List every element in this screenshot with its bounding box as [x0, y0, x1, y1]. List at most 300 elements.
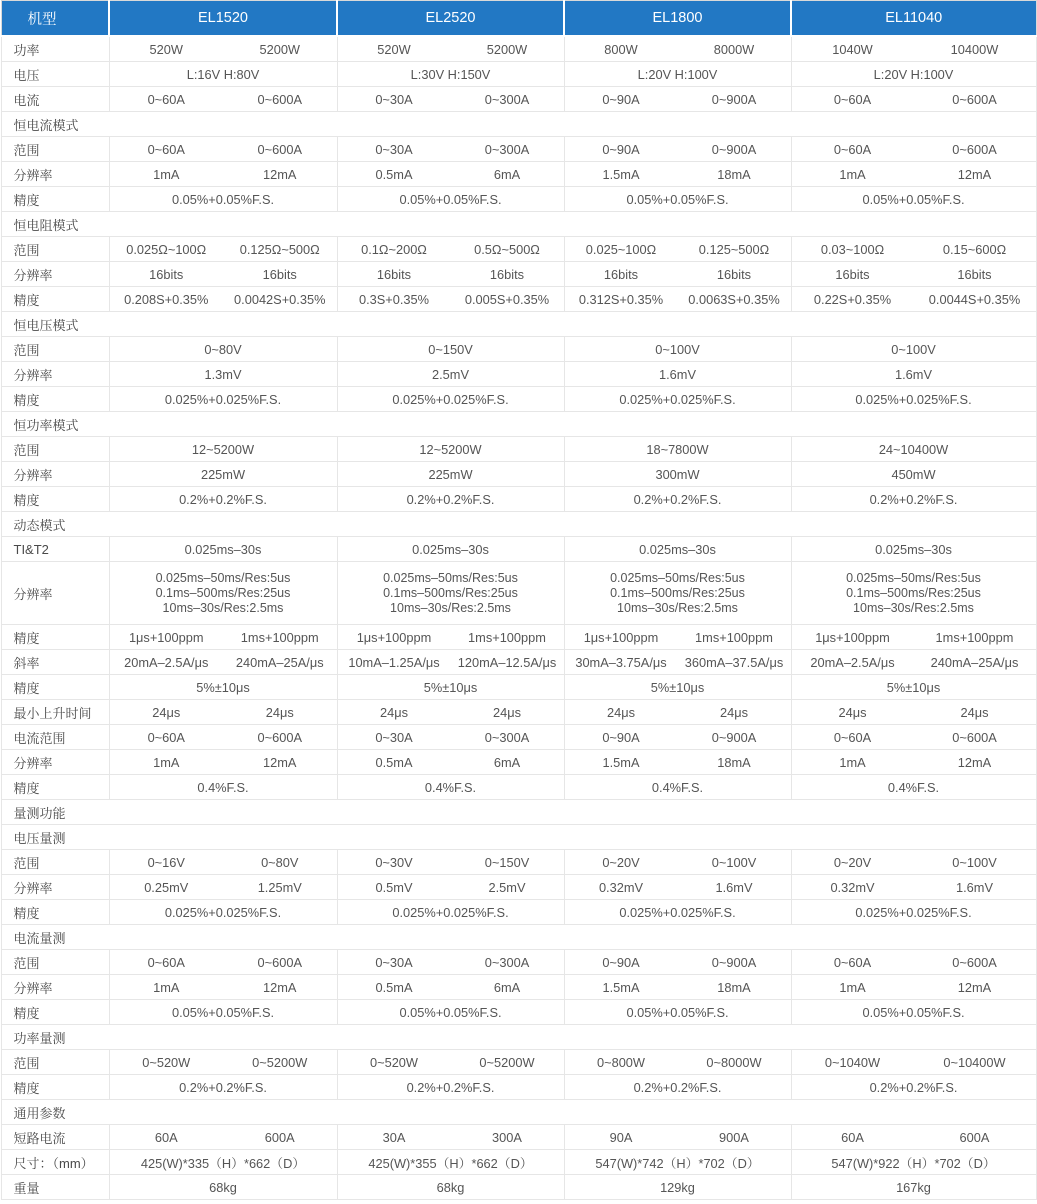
- spec-value: 0.0044S+0.35%: [928, 291, 1021, 307]
- spec-value-cell: [337, 950, 564, 975]
- dual-value-pair: [110, 655, 337, 670]
- spec-row: [1, 487, 1036, 512]
- spec-row: [1, 1000, 1036, 1025]
- spec-value: 0~900A: [711, 91, 757, 107]
- spec-value: 6mA: [493, 979, 521, 995]
- spec-value: 60A: [841, 1129, 864, 1145]
- spec-value: 0~150V: [484, 854, 530, 870]
- section-label: 恒电流模式: [1, 112, 1036, 137]
- spec-value: 0~520W: [369, 1054, 419, 1070]
- spec-row: [1, 62, 1036, 87]
- row-label: 短路电流: [1, 1125, 109, 1150]
- spec-value-cell: 1.6mV: [791, 362, 1036, 387]
- section-label: 电流量测: [1, 925, 1036, 950]
- dual-value-pair: [338, 730, 564, 745]
- dual-value-pair: [338, 880, 564, 895]
- spec-value-cell: [791, 650, 1036, 675]
- dual-value-pair: [792, 1130, 1036, 1145]
- spec-value-cell: 0.4%F.S.: [109, 775, 337, 800]
- dual-value-pair: [565, 92, 791, 107]
- section-label: 量测功能: [1, 800, 1036, 825]
- spec-value-cell: 0.2%+0.2%F.S.: [564, 1075, 791, 1100]
- spec-value-cell: 425(W)*335（H）*662（D）: [109, 1150, 337, 1175]
- spec-value: 1mA: [153, 166, 180, 182]
- spec-row: [1, 562, 1036, 625]
- spec-value-cell: [109, 950, 337, 975]
- spec-value: 0.15~600Ω: [942, 241, 1007, 257]
- spec-value: 520W: [377, 41, 411, 57]
- spec-value: 1ms+100ppm: [468, 629, 546, 645]
- spec-value: 120mA–12.5A/μs: [457, 654, 557, 670]
- spec-value-cell: 12~5200W: [109, 437, 337, 462]
- spec-value: 0~90A: [602, 91, 640, 107]
- spec-value: 1mA: [153, 754, 180, 770]
- spec-value-cell: [791, 750, 1036, 775]
- spec-value-cell: [791, 562, 1036, 625]
- spec-value-cell: [337, 36, 564, 62]
- spec-row: [1, 462, 1036, 487]
- dual-value-pair: [338, 655, 564, 670]
- spec-value: 8000W: [713, 41, 755, 57]
- dual-value-pair: [110, 955, 337, 970]
- spec-value: 0.0042S+0.35%: [234, 291, 326, 307]
- spec-value-line: 0.025ms–50ms/Res:5us: [155, 570, 291, 585]
- spec-value-cell: 225mW: [337, 462, 564, 487]
- spec-row: [1, 162, 1036, 187]
- spec-value-cell: [109, 625, 337, 650]
- dual-value-pair: [565, 880, 791, 895]
- spec-value-cell: [791, 725, 1036, 750]
- spec-value-cell: 0.05%+0.05%F.S.: [564, 187, 791, 212]
- spec-value-cell: 0.025ms–30s: [564, 537, 791, 562]
- spec-value-cell: 0~100V: [791, 337, 1036, 362]
- row-label: 精度: [1, 625, 109, 650]
- spec-value-cell: 0~100V: [564, 337, 791, 362]
- spec-value-line: 10ms–30s/Res:2.5ms: [162, 600, 284, 615]
- row-label: 范围: [1, 237, 109, 262]
- dual-value-pair: [792, 630, 1036, 645]
- spec-value-cell: [564, 36, 791, 62]
- spec-value-cell: 0.025%+0.025%F.S.: [791, 387, 1036, 412]
- section-label: 恒功率模式: [1, 412, 1036, 437]
- dual-value-pair: [110, 267, 337, 282]
- spec-value-cell: 0.05%+0.05%F.S.: [564, 1000, 791, 1025]
- spec-value: 0~300A: [484, 954, 530, 970]
- spec-row: [1, 700, 1036, 725]
- spec-value-cell: [564, 562, 791, 625]
- spec-value-cell: [337, 850, 564, 875]
- spec-value-line: 0.1ms–500ms/Res:25us: [155, 585, 291, 600]
- dual-value-pair: [792, 655, 1036, 670]
- spec-value: 24μs: [960, 704, 989, 720]
- spec-value-cell: L:30V H:150V: [337, 62, 564, 87]
- spec-value: 24μs: [838, 704, 867, 720]
- spec-value: 24μs: [379, 704, 408, 720]
- spec-value: 12mA: [263, 166, 297, 182]
- spec-value-cell: [109, 287, 337, 312]
- spec-value-cell: [791, 287, 1036, 312]
- spec-value: 0.1Ω~200Ω: [361, 241, 427, 257]
- spec-value-cell: [337, 875, 564, 900]
- spec-value: 0.5mA: [375, 166, 413, 182]
- spec-value-cell: [791, 700, 1036, 725]
- spec-value: 1μs+100ppm: [583, 629, 659, 645]
- spec-value: 24μs: [152, 704, 181, 720]
- spec-value: 0~60A: [147, 729, 185, 745]
- dual-value-pair: [110, 1055, 337, 1070]
- dual-value-pair: [110, 292, 337, 307]
- section-label: 动态模式: [1, 512, 1036, 537]
- spec-value-line: 0.025ms–50ms/Res:5us: [846, 570, 981, 585]
- spec-value: 60A: [154, 1129, 178, 1145]
- spec-value: 0.025Ω~100Ω: [126, 241, 207, 257]
- spec-value: 2.5mV: [488, 879, 526, 895]
- spec-value: 800W: [604, 41, 638, 57]
- spec-row: [1, 675, 1036, 700]
- spec-value: 1mA: [839, 754, 866, 770]
- row-label: 范围: [1, 437, 109, 462]
- spec-value: 10mA–1.25A/μs: [348, 654, 440, 670]
- spec-row: [1, 775, 1036, 800]
- spec-value-cell: 0.025%+0.025%F.S.: [564, 387, 791, 412]
- spec-value: 0~90A: [602, 141, 640, 157]
- spec-value-cell: [791, 1050, 1036, 1075]
- dual-value-pair: [110, 755, 337, 770]
- section-label: 电压量测: [1, 825, 1036, 850]
- spec-value-cell: [337, 725, 564, 750]
- spec-value-cell: 0.05%+0.05%F.S.: [109, 187, 337, 212]
- spec-value-cell: 0.2%+0.2%F.S.: [564, 487, 791, 512]
- dual-value-pair: [565, 267, 791, 282]
- spec-value-cell: 0.05%+0.05%F.S.: [109, 1000, 337, 1025]
- spec-value-line: 10ms–30s/Res:2.5ms: [390, 600, 511, 615]
- spec-value-cell: [791, 36, 1036, 62]
- spec-value: 1mA: [839, 166, 866, 182]
- dual-value-pair: [792, 955, 1036, 970]
- dual-value-pair: [110, 705, 337, 720]
- row-label: 范围: [1, 137, 109, 162]
- spec-value: 18mA: [717, 754, 751, 770]
- dual-value-pair: [792, 267, 1036, 282]
- dual-value-pair: [110, 92, 337, 107]
- row-label: 电流范围: [1, 725, 109, 750]
- spec-value-cell: 225mW: [109, 462, 337, 487]
- spec-value-cell: [791, 137, 1036, 162]
- section-row: [1, 112, 1036, 137]
- section-label: 恒电压模式: [1, 312, 1036, 337]
- spec-value-cell: L:16V H:80V: [109, 62, 337, 87]
- spec-value-cell: 0.025%+0.025%F.S.: [337, 900, 564, 925]
- spec-value: 300A: [492, 1129, 522, 1145]
- spec-value: 0~30A: [375, 91, 413, 107]
- row-label: 精度: [1, 1075, 109, 1100]
- spec-value-cell: [564, 262, 791, 287]
- spec-value: 5200W: [486, 41, 528, 57]
- row-label: 分辨率: [1, 362, 109, 387]
- spec-value-cell: [564, 625, 791, 650]
- spec-value: 12mA: [263, 754, 297, 770]
- spec-value-cell: [337, 287, 564, 312]
- spec-value-cell: [109, 137, 337, 162]
- spec-value: 0.5mA: [375, 754, 413, 770]
- spec-value-cell: 0.025ms–30s: [337, 537, 564, 562]
- dual-value-pair: [792, 92, 1036, 107]
- spec-row: [1, 625, 1036, 650]
- spec-value: 1ms+100ppm: [935, 629, 1014, 645]
- section-row: [1, 925, 1036, 950]
- spec-value-cell: [109, 237, 337, 262]
- spec-value: 900A: [719, 1129, 749, 1145]
- spec-row: [1, 287, 1036, 312]
- row-label: 范围: [1, 1050, 109, 1075]
- spec-value-cell: 0.2%+0.2%F.S.: [337, 1075, 564, 1100]
- dual-value-pair: [338, 630, 564, 645]
- spec-value: 16bits: [716, 266, 752, 282]
- spec-value: 0~60A: [833, 729, 872, 745]
- dual-value-pair: [110, 1130, 337, 1145]
- spec-value: 1μs+100ppm: [356, 629, 432, 645]
- spec-row: [1, 750, 1036, 775]
- spec-value-cell: 0.05%+0.05%F.S.: [337, 187, 564, 212]
- spec-value-cell: 68kg: [337, 1175, 564, 1200]
- section-row: [1, 825, 1036, 850]
- spec-value: 0~60A: [833, 91, 872, 107]
- dual-value-pair: [338, 142, 564, 157]
- spec-value: 0~300A: [484, 141, 530, 157]
- row-label: 电流: [1, 87, 109, 112]
- spec-value: 0~300A: [484, 729, 530, 745]
- header-model-el2520: EL2520: [337, 1, 564, 37]
- spec-value: 600A: [264, 1129, 295, 1145]
- dual-value-pair: [792, 142, 1036, 157]
- spec-value: 1μs+100ppm: [815, 629, 890, 645]
- spec-value-cell: 167kg: [791, 1175, 1036, 1200]
- dual-value-pair: [110, 855, 337, 870]
- spec-value-cell: 5%±10μs: [109, 675, 337, 700]
- spec-value-line: 0.1ms–500ms/Res:25us: [383, 585, 518, 600]
- spec-value: 0~90A: [602, 954, 640, 970]
- row-label: 分辨率: [1, 462, 109, 487]
- spec-value: 1.6mV: [715, 879, 753, 895]
- dual-value-pair: [565, 730, 791, 745]
- section-label: 通用参数: [1, 1100, 1036, 1125]
- spec-value: 16bits: [376, 266, 412, 282]
- spec-value-cell: [791, 87, 1036, 112]
- spec-value: 0~300A: [484, 91, 530, 107]
- spec-value-cell: [337, 975, 564, 1000]
- spec-value: 1.6mV: [956, 879, 993, 895]
- spec-value: 0~60A: [833, 954, 872, 970]
- spec-value: 0~900A: [711, 141, 757, 157]
- spec-value: 5200W: [259, 41, 301, 57]
- spec-value: 0.32mV: [830, 879, 875, 895]
- dual-value-pair: [565, 655, 791, 670]
- spec-value: 0~16V: [147, 854, 185, 870]
- dual-value-pair: [792, 167, 1036, 182]
- spec-value-cell: [337, 262, 564, 287]
- dual-value-pair: [338, 855, 564, 870]
- dual-value-pair: [792, 292, 1036, 307]
- row-label: 范围: [1, 850, 109, 875]
- spec-value: 0.03~100Ω: [820, 241, 885, 257]
- spec-value-cell: [791, 625, 1036, 650]
- dual-value-pair: [792, 730, 1036, 745]
- spec-value: 18mA: [717, 166, 751, 182]
- spec-value-cell: [564, 950, 791, 975]
- dual-value-pair: [565, 755, 791, 770]
- spec-row: [1, 337, 1036, 362]
- spec-value: 0~60A: [147, 141, 185, 157]
- spec-value: 0.208S+0.35%: [124, 291, 209, 307]
- spec-value: 90A: [609, 1129, 633, 1145]
- dual-value-pair: [338, 955, 564, 970]
- spec-row: [1, 1050, 1036, 1075]
- spec-value-cell: [337, 162, 564, 187]
- spec-value: 1.5mA: [602, 166, 640, 182]
- dual-value-pair: [565, 980, 791, 995]
- spec-value: 0~10400W: [943, 1054, 1006, 1070]
- spec-value: 0~30A: [375, 141, 413, 157]
- dual-value-pair: [792, 855, 1036, 870]
- spec-value-cell: [337, 1125, 564, 1150]
- spec-value-cell: [791, 850, 1036, 875]
- spec-value-cell: 5%±10μs: [564, 675, 791, 700]
- dual-value-pair: [565, 705, 791, 720]
- spec-value: 1.25mV: [257, 879, 302, 895]
- section-row: [1, 512, 1036, 537]
- dual-value-pair: [338, 705, 564, 720]
- spec-value-cell: 0.05%+0.05%F.S.: [337, 1000, 564, 1025]
- spec-row: [1, 1075, 1036, 1100]
- spec-value-cell: 5%±10μs: [791, 675, 1036, 700]
- spec-value-cell: [564, 237, 791, 262]
- spec-row: [1, 437, 1036, 462]
- row-label: 分辨率: [1, 750, 109, 775]
- spec-value: 0~600A: [257, 954, 302, 970]
- spec-row: [1, 725, 1036, 750]
- spec-row: [1, 87, 1036, 112]
- spec-value: 0~600A: [257, 91, 302, 107]
- spec-value-cell: 0.4%F.S.: [564, 775, 791, 800]
- spec-value: 240mA–25A/μs: [235, 654, 324, 670]
- spec-row: [1, 237, 1036, 262]
- spec-value: 16bits: [489, 266, 525, 282]
- dual-value-pair: [792, 1055, 1036, 1070]
- spec-value-cell: 0.4%F.S.: [337, 775, 564, 800]
- spec-value-cell: [337, 137, 564, 162]
- spec-value: 520W: [149, 41, 183, 57]
- spec-value-cell: [791, 1125, 1036, 1150]
- spec-row: [1, 262, 1036, 287]
- spec-value-line: 0.025ms–50ms/Res:5us: [610, 570, 745, 585]
- spec-value: 0~30V: [375, 854, 413, 870]
- dual-value-pair: [565, 242, 791, 257]
- spec-value-cell: 0.4%F.S.: [791, 775, 1036, 800]
- spec-value: 0~60A: [833, 141, 872, 157]
- spec-value: 6mA: [493, 166, 521, 182]
- spec-value-cell: [109, 875, 337, 900]
- row-label: 精度: [1, 775, 109, 800]
- row-label: 范围: [1, 950, 109, 975]
- spec-value: 0.5mA: [375, 979, 413, 995]
- spec-row: [1, 387, 1036, 412]
- spec-value-cell: [337, 650, 564, 675]
- row-label: 精度: [1, 1000, 109, 1025]
- dual-value-pair: [565, 292, 791, 307]
- spec-row: [1, 850, 1036, 875]
- spec-value-cell: 129kg: [564, 1175, 791, 1200]
- spec-value-cell: [337, 625, 564, 650]
- spec-row: [1, 187, 1036, 212]
- spec-value: 1.5mA: [602, 754, 640, 770]
- spec-value: 12mA: [957, 754, 992, 770]
- spec-value: 0.025~100Ω: [585, 241, 657, 257]
- spec-value: 24μs: [719, 704, 748, 720]
- spec-value-cell: [337, 87, 564, 112]
- section-row: [1, 1100, 1036, 1125]
- spec-table: [1, 0, 1037, 1200]
- spec-value-cell: [109, 87, 337, 112]
- spec-value-line: 0.1ms–500ms/Res:25us: [846, 585, 981, 600]
- spec-value-cell: 0.025ms–30s: [109, 537, 337, 562]
- spec-value: 240mA–25A/μs: [930, 654, 1019, 670]
- dual-value-pair: [338, 242, 564, 257]
- spec-value: 0~900A: [711, 729, 757, 745]
- spec-value: 12mA: [957, 979, 992, 995]
- spec-value-cell: [109, 700, 337, 725]
- spec-row: [1, 975, 1036, 1000]
- dual-value-pair: [565, 955, 791, 970]
- spec-value-cell: [791, 950, 1036, 975]
- spec-value-cell: [791, 975, 1036, 1000]
- dual-value-pair: [792, 880, 1036, 895]
- spec-value: 1.5mA: [602, 979, 640, 995]
- row-label: 分辨率: [1, 562, 109, 625]
- spec-row: [1, 900, 1036, 925]
- spec-value-cell: [564, 850, 791, 875]
- spec-value-cell: [337, 562, 564, 625]
- spec-value-cell: [109, 750, 337, 775]
- dual-value-pair: [792, 705, 1036, 720]
- spec-value: 360mA–37.5A/μs: [684, 654, 784, 670]
- spec-value-cell: [564, 700, 791, 725]
- spec-value-cell: [109, 725, 337, 750]
- spec-value-cell: 300mW: [564, 462, 791, 487]
- spec-value: 18mA: [717, 979, 751, 995]
- row-label: 分辨率: [1, 875, 109, 900]
- spec-value-cell: [109, 36, 337, 62]
- spec-value-line: 10ms–30s/Res:2.5ms: [853, 600, 974, 615]
- spec-value-cell: 0.05%+0.05%F.S.: [791, 1000, 1036, 1025]
- spec-value-cell: [337, 700, 564, 725]
- spec-value-cell: [109, 650, 337, 675]
- dual-value-pair: [565, 630, 791, 645]
- row-label: 重量: [1, 1175, 109, 1200]
- dual-value-pair: [565, 142, 791, 157]
- spec-value: 0.0063S+0.35%: [688, 291, 780, 307]
- spec-row: [1, 137, 1036, 162]
- spec-value: 0~600A: [952, 954, 997, 970]
- spec-value: 0~5200W: [252, 1054, 308, 1070]
- spec-value: 6mA: [493, 754, 521, 770]
- row-label: 精度: [1, 287, 109, 312]
- spec-value: 0.32mV: [598, 879, 644, 895]
- spec-value-cell: [109, 975, 337, 1000]
- section-label: 功率量测: [1, 1025, 1036, 1050]
- spec-value-cell: 0~80V: [109, 337, 337, 362]
- spec-value: 20mA–2.5A/μs: [810, 654, 895, 670]
- spec-value: 600A: [959, 1129, 990, 1145]
